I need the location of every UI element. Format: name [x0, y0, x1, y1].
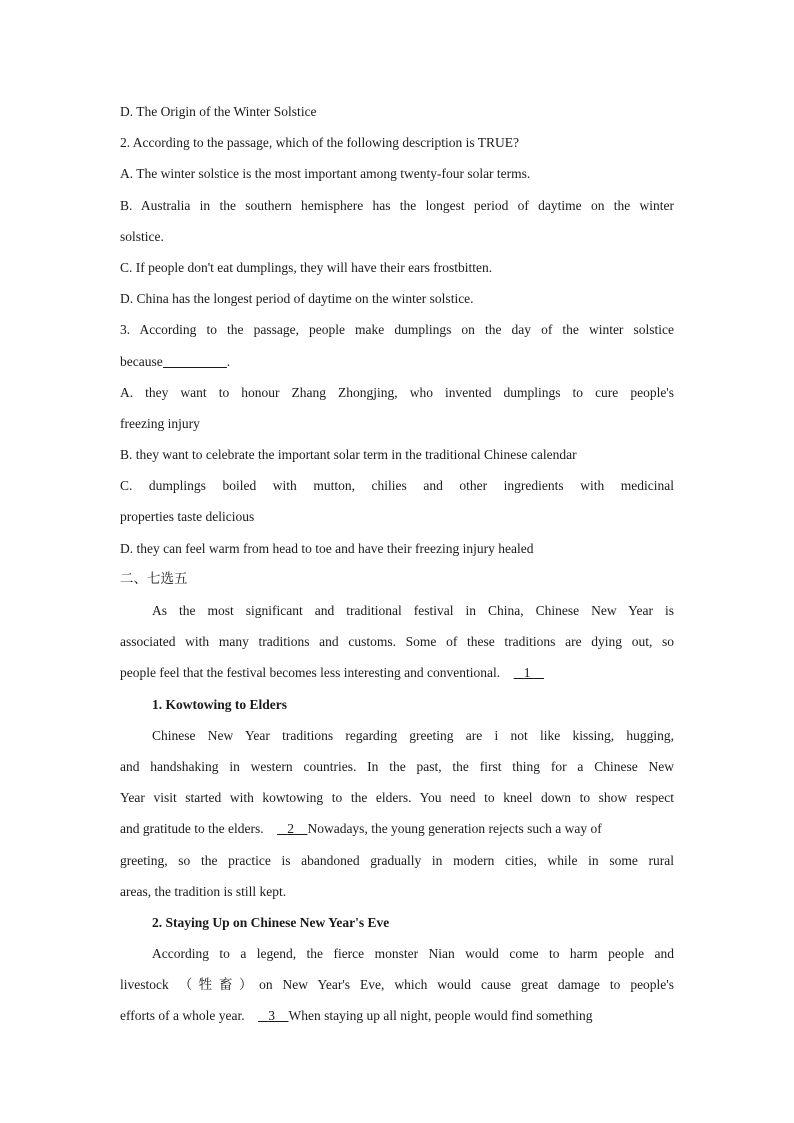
p2-line4-suffix: Nowadays, the young generation rejects such a way of: [307, 821, 602, 837]
q3-stem-line1: 3. According to the passage, people make dumplings on the day of the winter solstice: [120, 322, 674, 338]
p2-line4: [120, 813, 674, 844]
q2-option-d: D. China has the longest period of daytime on the winter solstice.: [120, 291, 474, 307]
q3-stem-prefix: because: [120, 353, 163, 369]
q3-option-a-line1: A. they want to honour Zhang Zhongjing, who invented dumplings to cure people's: [120, 384, 674, 400]
p3-line3-suffix: When staying up all night, people would find something: [288, 1008, 593, 1024]
blank-1: [514, 665, 544, 680]
q3-option-b: B. they want to celebrate the important solar term in the traditional Chinese calendar: [120, 447, 577, 463]
p2-line2: and handshaking in western countries. In the past, the first thing for a Chinese New: [120, 758, 674, 774]
p2-line6: areas, the tradition is still kept.: [120, 883, 287, 899]
blank-2-number: 2: [287, 821, 294, 837]
p1-line1: As the most significant and traditional festival in China, Chinese New Year is: [152, 603, 674, 618]
section-title: 二、七选五: [120, 570, 188, 587]
heading-staying-up: 2. Staying Up on Chinese New Year's Eve: [152, 914, 390, 930]
blank-2: [277, 821, 307, 836]
q2-option-b-line1: B. Australia in the southern hemisphere has the longest period of daytime on the winter: [120, 197, 674, 213]
q3-stem-suffix: .: [226, 353, 231, 369]
p1-line3: [120, 657, 674, 688]
p2-line3: Year visit started with kowtowing to the elders. You need to kneel down to show respect: [120, 790, 674, 806]
blank-3: [258, 1008, 288, 1023]
p3-line1: According to a legend, the fierce monster Nian would come to harm people and: [152, 946, 674, 962]
q2-option-c: C. If people don't eat dumplings, they will have their ears frostbitten.: [120, 259, 493, 275]
document-page: [120, 96, 674, 1032]
q3-option-c-line1: C. dumplings boiled with mutton, chilies and other ingredients with medicinal: [120, 478, 674, 494]
p2-line1: Chinese New Year traditions regarding greeting are i not like kissing, hugging,: [152, 727, 674, 743]
answer-blank: [163, 351, 227, 368]
q2-option-b-line2: solstice.: [120, 228, 164, 244]
p3-line3-prefix: efforts of a whole year.: [120, 1008, 245, 1024]
p3-line3: [120, 1000, 674, 1031]
p1-line3-text: people feel that the festival becomes less interesting and conventional.: [120, 665, 501, 681]
blank-3-number: 3: [268, 1008, 275, 1024]
p3-line2: livestock （牲畜）on New Year's Eve, which would cause great damage to people's: [120, 977, 674, 993]
q2-stem: 2. According to the passage, which of the following description is TRUE?: [120, 135, 520, 151]
q3-option-c-line2: properties taste delicious: [120, 509, 255, 525]
p2-line5: greeting, so the practice is abandoned gradually in modern cities, while in some rural: [120, 852, 674, 868]
p1-line2: associated with many traditions and customs. Some of these traditions are dying out, so: [120, 634, 674, 650]
q3-option-d: D. they can feel warm from head to toe and have their freezing injury healed: [120, 540, 534, 556]
q2-option-a: A. The winter solstice is the most important among twenty-four solar terms.: [120, 166, 531, 182]
q1-option-d: D. The Origin of the Winter Solstice: [120, 104, 317, 119]
heading-kowtowing: 1. Kowtowing to Elders: [152, 696, 287, 712]
q3-stem-line2: [120, 346, 674, 377]
q3-option-a-line2: freezing injury: [120, 415, 200, 431]
p2-line4-prefix: and gratitude to the elders.: [120, 821, 264, 837]
blank-1-number: 1: [523, 665, 531, 681]
